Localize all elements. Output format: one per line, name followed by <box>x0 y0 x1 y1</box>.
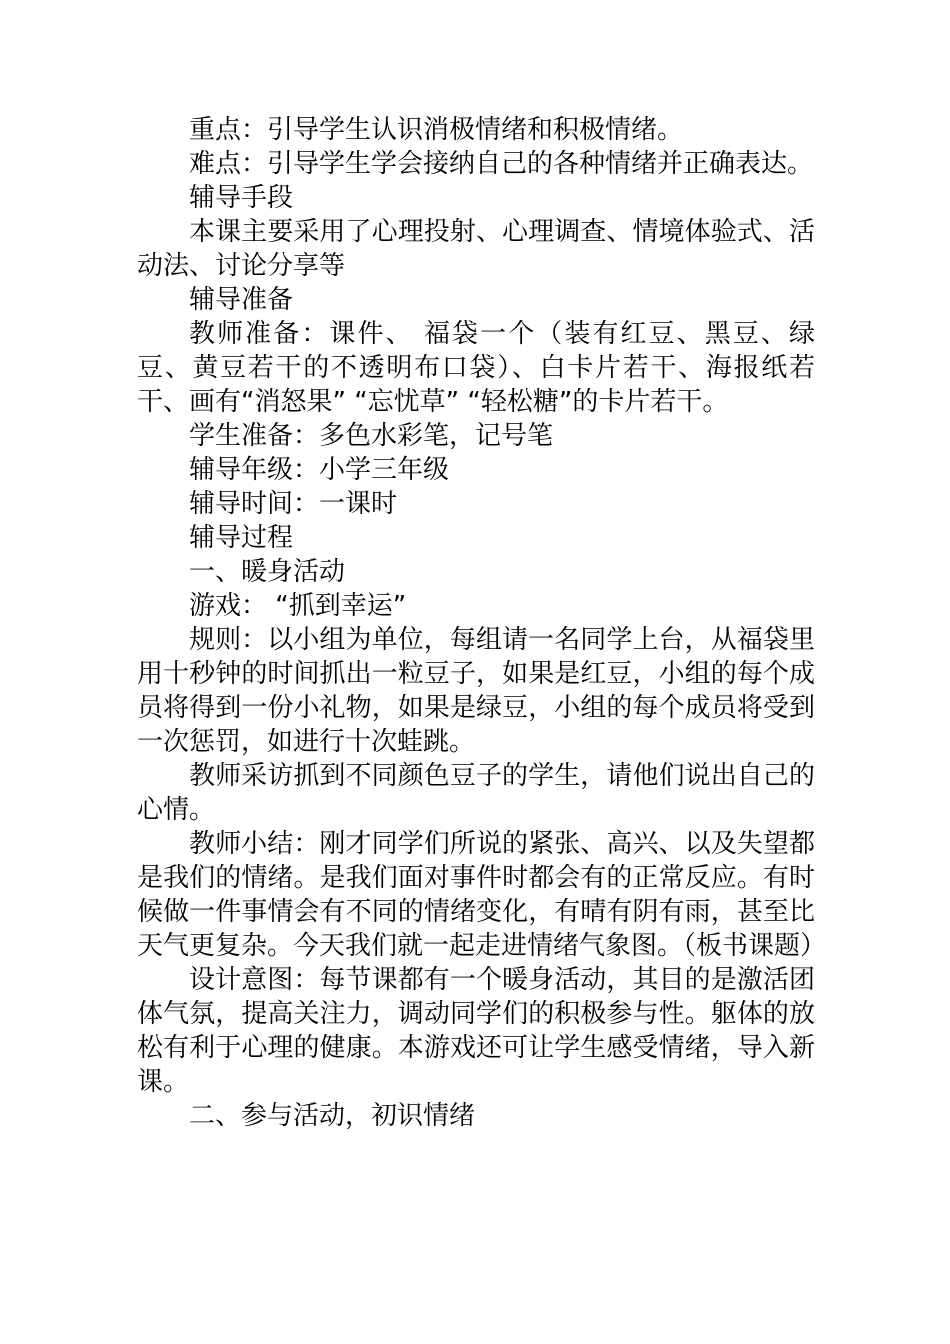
section-heading-methods: 辅导手段 <box>189 183 294 213</box>
focus-point-paragraph: 重点：引导学生认识消极情绪和积极情绪。 <box>189 115 684 145</box>
interview-paragraph: 教师采访抓到不同颜色豆子的学生，请他们说出自己的心情。 <box>137 761 815 825</box>
student-preparation-paragraph: 学生准备：多色水彩笔，记号笔 <box>189 421 554 451</box>
activity-two-heading: 二、参与活动，初识情绪 <box>189 1101 476 1131</box>
design-intent-paragraph: 设计意图：每节课都有一个暖身活动，其目的是激活团体气氛，提高关注力，调动同学们的积极参与性。躯体的放松有利于心理的健康。本游戏还可让学生感受情绪，导入新课。 <box>137 965 815 1097</box>
teacher-summary-paragraph: 教师小结：刚才同学们所说的紧张、高兴、以及失望都是我们的情绪。是我们面对事件时都会有的正常反应。有时候做一件事情会有不同的情绪变化，有晴有阴有雨，甚至比天气更复杂。今天我们就一起走进情绪气象图。（板书课题） <box>137 829 827 961</box>
section-heading-preparation: 辅导准备 <box>189 285 294 315</box>
duration-paragraph: 辅导时间：一课时 <box>189 489 398 519</box>
rules-paragraph: 规则：以小组为单位，每组请一名同学上台，从福袋里用十秒钟的时间抓出一粒豆子，如果是红豆，小组的每个成员将得到一份小礼物，如果是绿豆，小组的每个成员将受到一次惩罚，如进行十次蛙跳。 <box>137 625 815 757</box>
difficulty-paragraph: 难点：引导学生学会接纳自己的各种情绪并正确表达。 <box>189 149 814 179</box>
section-heading-process: 辅导过程 <box>189 523 294 553</box>
warmup-heading: 一、暖身活动 <box>189 557 346 587</box>
document-page <box>137 113 827 1133</box>
teacher-preparation-paragraph: 教师准备：课件、 福袋一个（装有红豆、黑豆、绿豆、黄豆若干的不透明布口袋）、白卡片若干、海报纸若干、画有“消怒果” “忘忧草” “轻松糖”的卡片若干。 <box>137 319 815 417</box>
grade-paragraph: 辅导年级：小学三年级 <box>189 455 450 485</box>
game-title-paragraph: 游戏： “抓到幸运” <box>189 591 407 621</box>
methods-paragraph: 本课主要采用了心理投射、心理调查、情境体验式、活动法、讨论分享等 <box>137 217 815 281</box>
